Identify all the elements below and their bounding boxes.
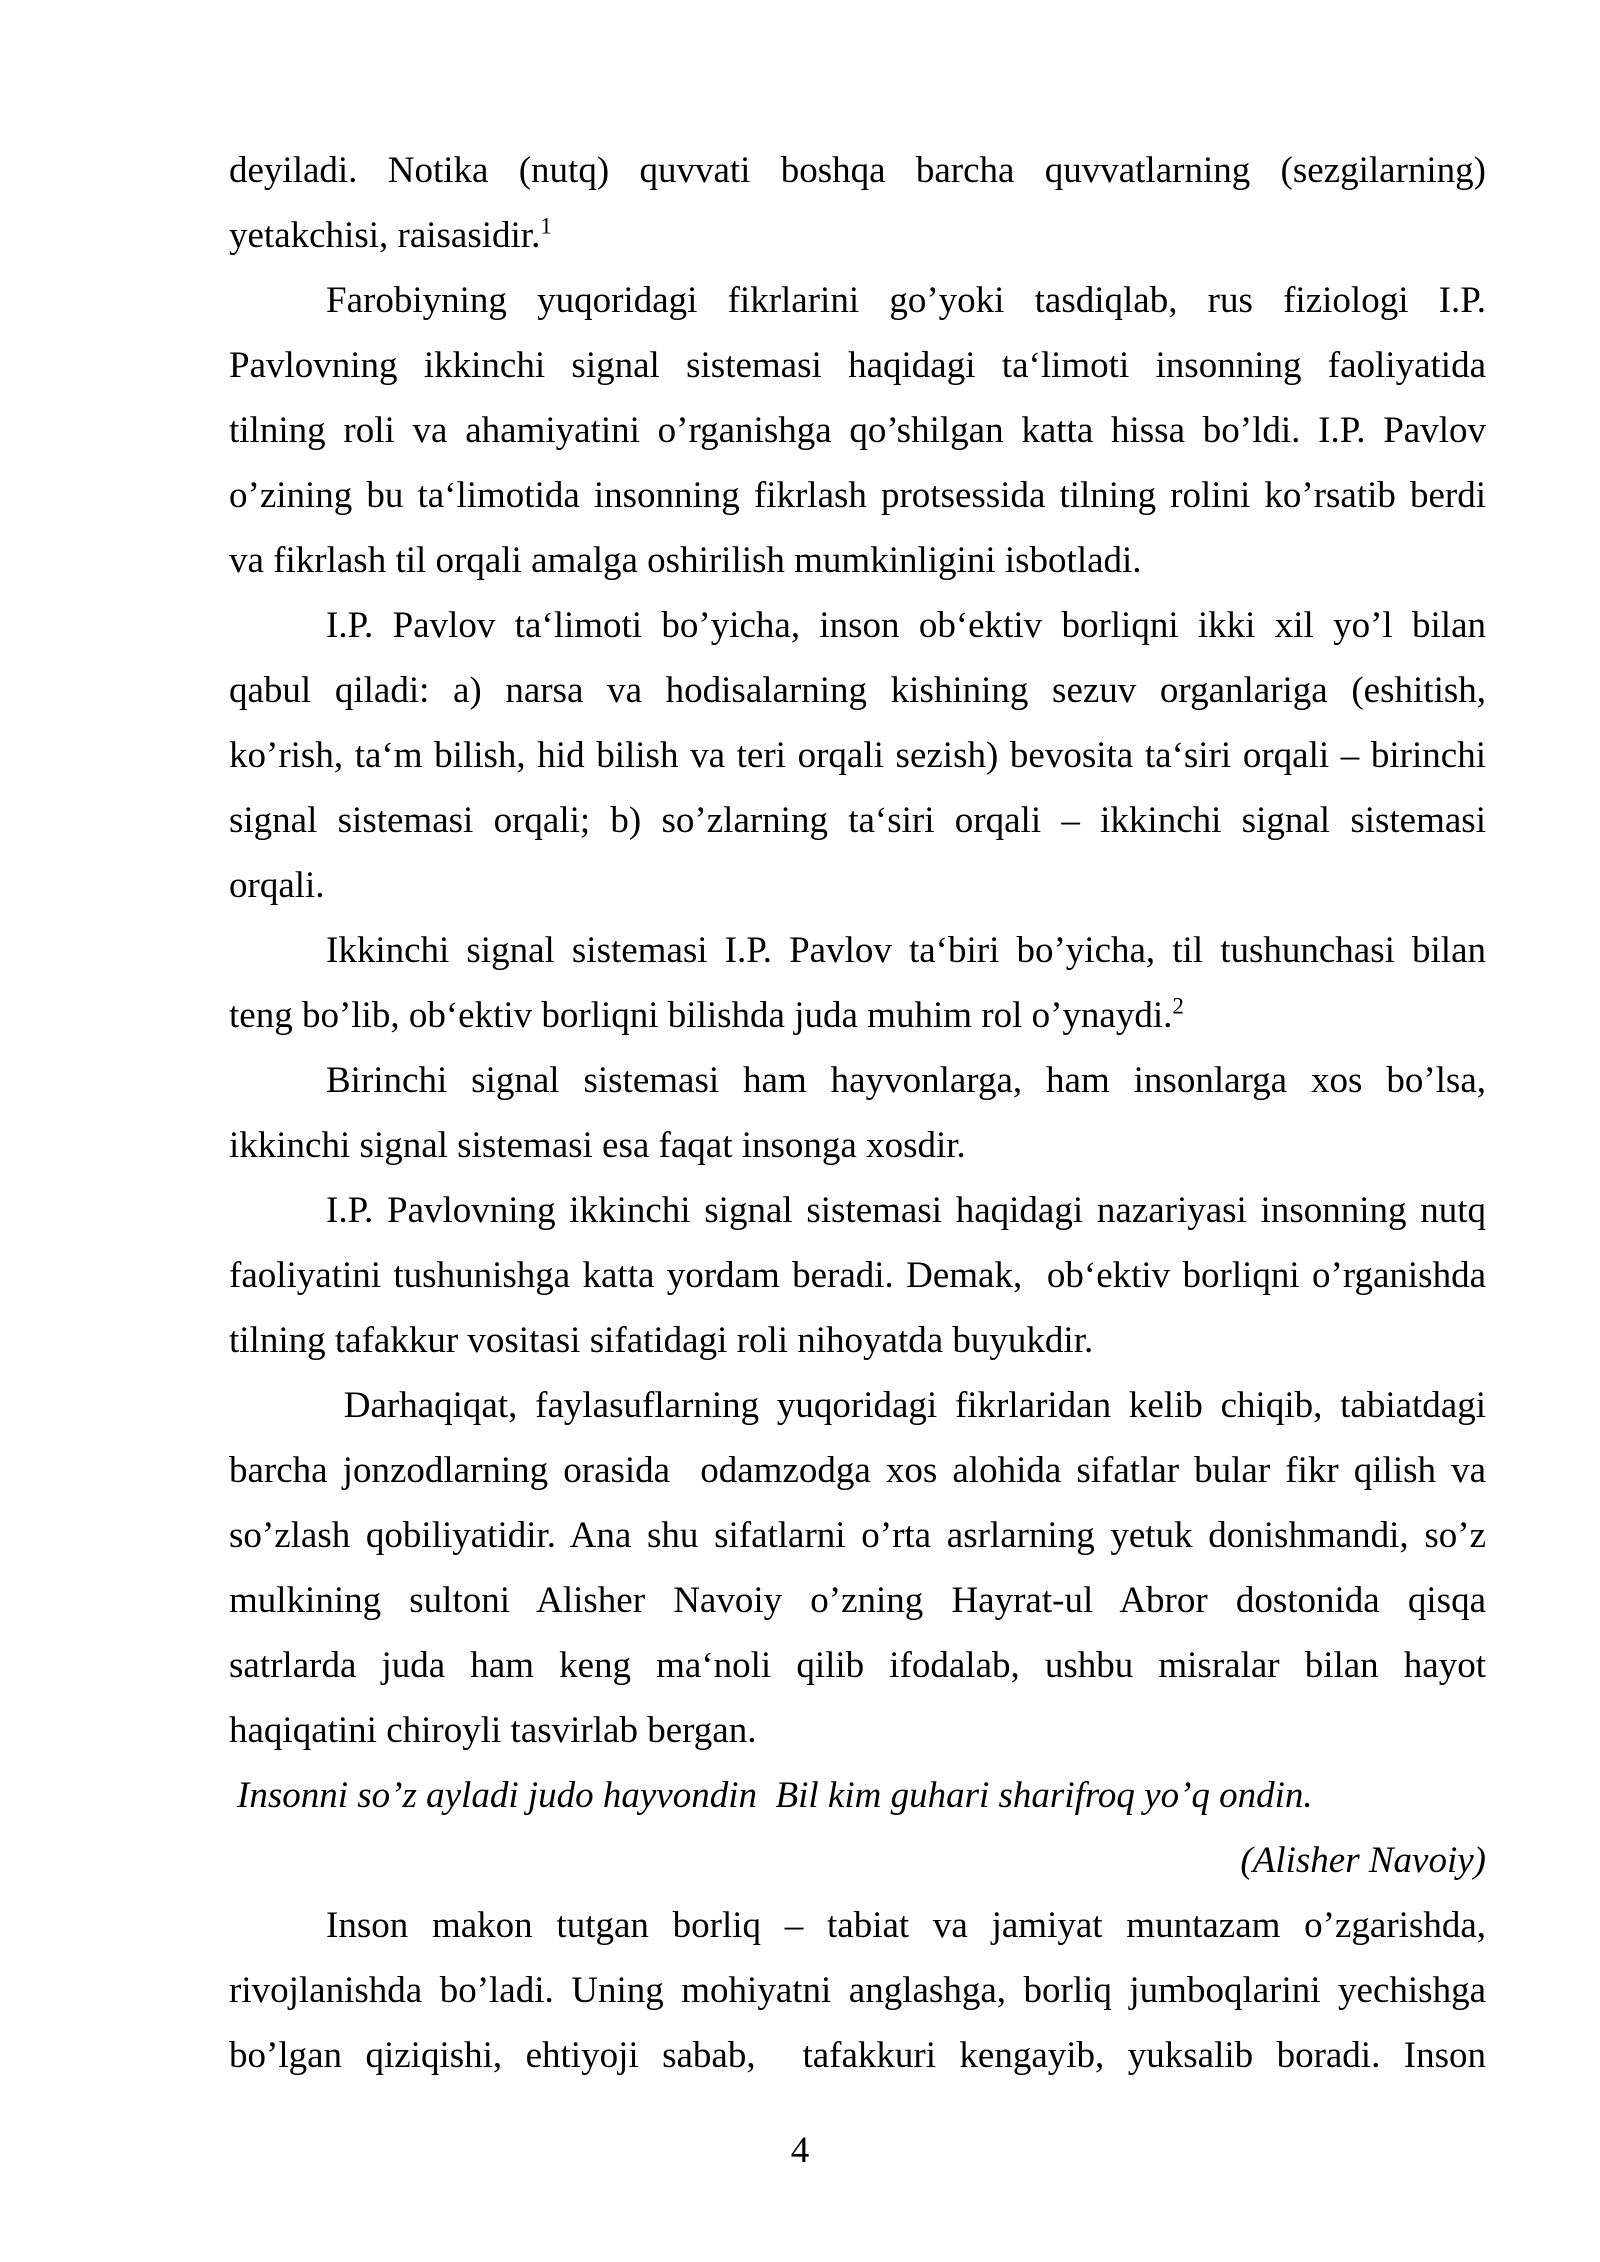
text-line: va fikrlash til orqali amalga oshirilish mumkinligini isbotladi.	[229, 540, 1142, 581]
paragraph	[229, 918, 1486, 1048]
text-line: Darhaqiqat, faylasuflarning yuqoridagi fikrlaridan kelib chiqib, tabiatdagi	[326, 1385, 1486, 1426]
text-line: Birinchi signal sistemasi ham hayvonlarga, ham insonlarga xos bo’lsa,	[326, 1060, 1486, 1101]
page-number: 4	[790, 2130, 810, 2171]
text-line: so’zlash qobiliyatidir. Ana shu sifatlarni o’rta asrlarning yetuk donishmandi, so’z	[229, 1515, 1486, 1556]
paragraph	[229, 1828, 1486, 1893]
paragraph	[229, 268, 1486, 593]
paragraph	[229, 1373, 1486, 1763]
paragraph	[229, 593, 1486, 918]
text-line: haqiqatini chiroyli tasvirlab bergan.	[229, 1710, 757, 1751]
text-line: orqali.	[229, 865, 325, 906]
footnote-marker: 1	[540, 213, 552, 239]
text-line: Inson makon tutgan borliq – tabiat va jamiyat muntazam o’zgarishda,	[326, 1905, 1486, 1946]
text-line: Insonni so’z ayladi judo hayvondin Bil kim guhari sharifroq yo’q ondin.	[237, 1775, 1313, 1816]
text-line: deyiladi. Notika (nutq) quvvati boshqa barcha quvvatlarning (sezgilarning)	[229, 150, 1486, 191]
text-line: ko’rish, ta‘m bilish, hid bilish va teri orqali sezish) bevosita ta‘siri orqali – birinchi	[229, 735, 1486, 776]
text-line: signal sistemasi orqali; b) so’zlarning ta‘siri orqali – ikkinchi signal sistemasi	[229, 800, 1486, 841]
text-line: bo’lgan qiziqishi, ehtiyoji sabab, tafakkuri kengayib, yuksalib boradi. Inson	[229, 2035, 1486, 2076]
text-line: o’zining bu ta‘limotida insonning fikrlash protsessida tilning rolini ko’rsatib berdi	[229, 475, 1486, 516]
text-line: ikkinchi signal sistemasi esa faqat insonga xosdir.	[229, 1125, 966, 1166]
text-line: tilning tafakkur vositasi sifatidagi roli nihoyatda buyukdir.	[229, 1320, 1094, 1361]
paragraph	[229, 1178, 1486, 1373]
paragraph	[229, 1893, 1486, 2088]
paragraph	[229, 138, 1486, 268]
text-line: Ikkinchi signal sistemasi I.P. Pavlov ta‘biri bo’yicha, til tushunchasi bilan	[326, 930, 1486, 971]
text-line: faoliyatini tushunishga katta yordam beradi. Demak, ob‘ektiv borliqni o’rganishda	[229, 1255, 1486, 1296]
text-line: teng bo’lib, ob‘ektiv borliqni bilishda juda muhim rol o’ynaydi.$^2$	[229, 993, 1184, 1036]
text-line: rivojlanishda bo’ladi. Uning mohiyatni anglashga, borliq jumboqlarini yechishga	[229, 1970, 1486, 2011]
text-line: Pavlovning ikkinchi signal sistemasi haqidagi ta‘limoti insonning faoliyatida	[229, 345, 1486, 386]
text-line: barcha jonzodlarning orasida odamzodga xos alohida sifatlar bular fikr qilish va	[229, 1450, 1486, 1491]
text-line: I.P. Pavlovning ikkinchi signal sistemasi haqidagi nazariyasi insonning nutq	[326, 1190, 1486, 1231]
paragraph	[229, 1048, 1486, 1178]
footnote-marker: 2	[1172, 993, 1184, 1019]
text-line: I.P. Pavlov ta‘limoti bo’yicha, inson ob‘ektiv borliqni ikki xil yo’l bilan	[326, 605, 1486, 646]
text-line: tilning roli va ahamiyatini o’rganishga qo’shilgan katta hissa bo’ldi. I.P. Pavlov	[229, 410, 1486, 451]
text-line: (Alisher Navoiy)	[1240, 1840, 1486, 1881]
text-line: qabul qiladi: a) narsa va hodisalarning kishining sezuv organlariga (eshitish,	[229, 670, 1486, 711]
paragraph	[229, 1763, 1486, 1828]
text-line: yetakchisi, raisasidir.$^1$	[229, 213, 552, 256]
text-line: satrlarda juda ham keng ma‘noli qilib ifodalab, ushbu misralar bilan hayot	[229, 1645, 1486, 1686]
text-line: mulkining sultoni Alisher Navoiy o’zning Hayrat-ul Abror dostonida qisqa	[229, 1580, 1486, 1621]
text-line: Farobiyning yuqoridagi fikrlarini go’yoki tasdiqlab, rus fiziologi I.P.	[326, 280, 1486, 321]
